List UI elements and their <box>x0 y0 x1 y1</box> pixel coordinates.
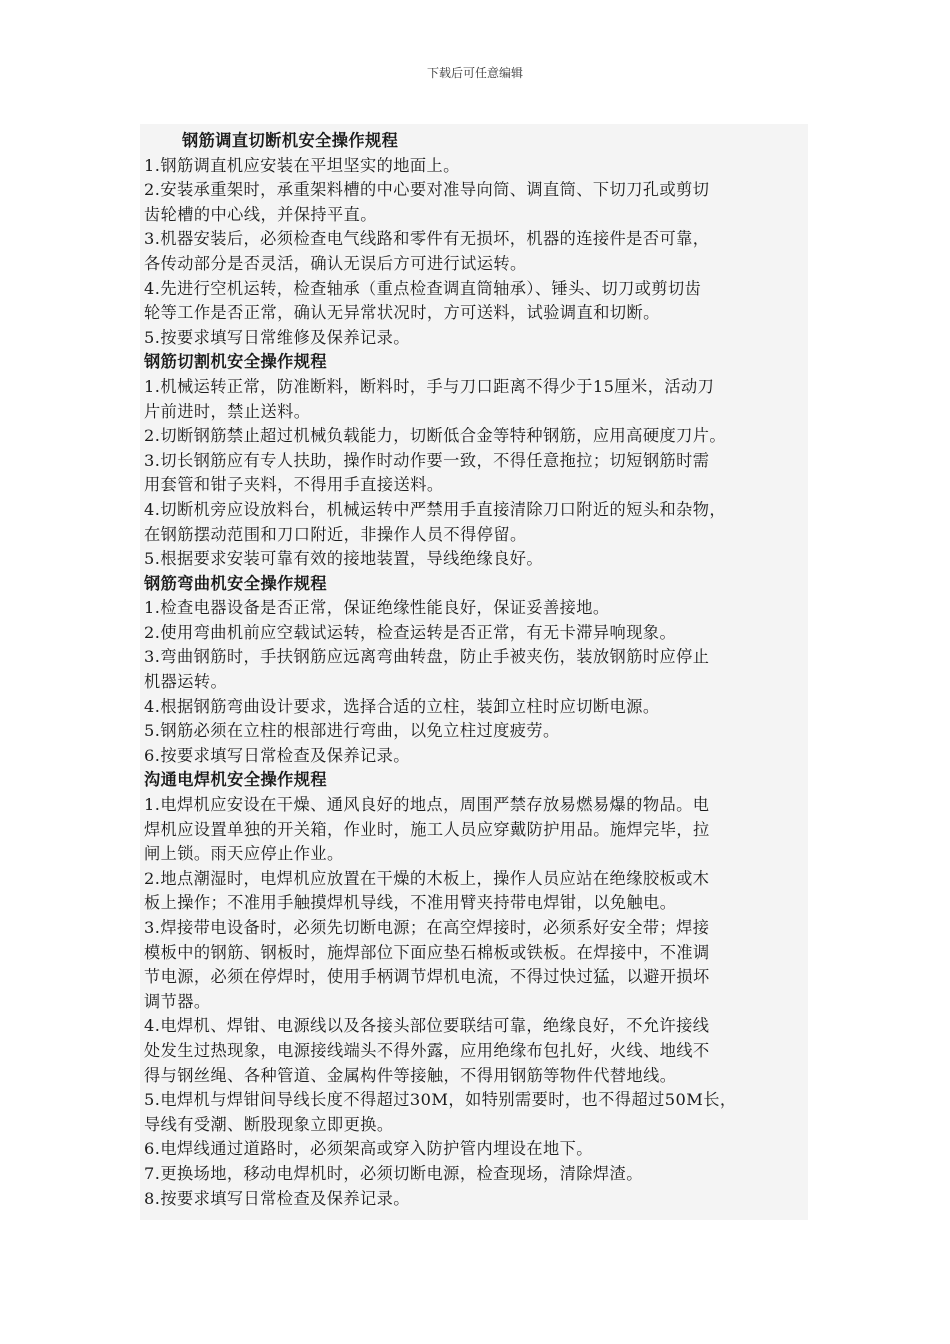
body-line: 5.按要求填写日常维修及保养记录。 <box>144 327 410 347</box>
body-line: 5.电焊机与焊钳间导线长度不得超过30M，如特别需要时，也不得超过50M长， <box>144 1090 737 1110</box>
body-line: 4.先进行空机运转，检查轴承（重点检查调直筒轴承）、锤头、切刀或剪切齿 <box>144 278 702 298</box>
body-line: 4.电焊机、焊钳、电源线以及各接头部位要联结可靠，绝缘良好，不允许接线 <box>144 1016 710 1036</box>
body-line: 在钢筋摆动范围和刀口附近，非操作人员不得停留。 <box>144 524 527 544</box>
document-body <box>144 129 806 1211</box>
body-line: 机器运转。 <box>144 672 228 692</box>
body-line: 模板中的钢筋、钢板时，施焊部位下面应垫石棉板或铁板。在焊接中，不准调 <box>144 942 710 962</box>
section-heading: 钢筋弯曲机安全操作规程 <box>144 573 328 593</box>
body-line: 片前进时，禁止送料。 <box>144 401 311 421</box>
section-heading: 沟通电焊机安全操作规程 <box>144 770 328 790</box>
body-line: 调节器。 <box>144 991 211 1011</box>
body-line: 2.使用弯曲机前应空载试运转，检查运转是否正常，有无卡滞异响现象。 <box>144 622 677 642</box>
body-line: 轮等工作是否正常，确认无异常状况时，方可送料，试验调直和切断。 <box>144 303 660 323</box>
body-line: 1.电焊机应安设在干燥、通风良好的地点，周围严禁存放易燃易爆的物品。电 <box>144 795 710 815</box>
header-note: 下载后可任意编辑 <box>426 66 523 80</box>
body-line: 3.焊接带电设备时，必须先切断电源；在高空焊接时，必须系好安全带；焊接 <box>144 918 710 937</box>
body-line: 节电源，必须在停焊时，使用手柄调节焊机电流，不得过快过猛，以避开损坏 <box>144 967 710 987</box>
body-line: 1.检查电器设备是否正常，保证绝缘性能良好，保证妥善接地。 <box>144 598 610 618</box>
body-line: 5.钢筋必须在立柱的根部进行弯曲，以免立柱过度疲劳。 <box>144 721 560 741</box>
body-line: 导线有受潮、断股现象立即更换。 <box>144 1114 394 1134</box>
body-line: 各传动部分是否灵活，确认无误后方可进行试运转。 <box>144 253 527 273</box>
body-line: 1.机械运转正常，防准断料，断料时，手与刀口距离不得少于15厘米，活动刀 <box>144 376 715 396</box>
body-line: 1.钢筋调直机应安装在平坦坚实的地面上。 <box>144 155 460 175</box>
body-line: 处发生过热现象，电源接线端头不得外露，应用绝缘布包扎好，火线、地线不 <box>144 1040 710 1060</box>
body-line: 8.按要求填写日常检查及保养记录。 <box>144 1188 410 1208</box>
body-line: 4.根据钢筋弯曲设计要求，选择合适的立柱，装卸立柱时应切断电源。 <box>144 696 660 716</box>
body-line: 3.切长钢筋应有专人扶助，操作时动作要一致，不得任意拖拉；切短钢筋时需 <box>144 450 710 470</box>
body-line: 闸上锁。雨天应停止作业。 <box>144 844 344 864</box>
section-heading: 钢筋切割机安全操作规程 <box>144 352 328 372</box>
body-line: 得与钢丝绳、各种管道、金属构件等接触，不得用钢筋等物件代替地线。 <box>144 1065 677 1085</box>
body-line: 4.切断机旁应设放料台，机械运转中严禁用手直接清除刀口附近的短头和杂物， <box>144 499 727 519</box>
body-line: 3.弯曲钢筋时，手扶钢筋应远离弯曲转盘，防止手被夹伤，装放钢筋时应停止 <box>144 647 710 667</box>
document-title: 钢筋调直切断机安全操作规程 <box>182 131 399 150</box>
body-line: 6.电焊线通过道路时，必须架高或穿入防护管内埋设在地下。 <box>144 1139 593 1159</box>
body-line: 2.切断钢筋禁止超过机械负载能力，切断低合金等特种钢筋，应用高硬度刀片。 <box>144 426 727 446</box>
body-line: 7.更换场地，移动电焊机时，必须切断电源，检查现场，清除焊渣。 <box>144 1163 643 1183</box>
body-line: 5.根据要求安装可靠有效的接地装置，导线绝缘良好。 <box>144 549 544 569</box>
body-line: 3.机器安装后，必须检查电气线路和零件有无损坏，机器的连接件是否可靠， <box>144 229 710 249</box>
body-line: 用套管和钳子夹料，不得用手直接送料。 <box>144 475 444 495</box>
body-line: 板上操作；不准用手触摸焊机导线，不准用臂夹持带电焊钳，以免触电。 <box>144 893 677 913</box>
body-line: 齿轮槽的中心线，并保持平直。 <box>144 204 377 224</box>
body-line: 6.按要求填写日常检查及保养记录。 <box>144 745 410 765</box>
body-line: 2.安装承重架时，承重架料槽的中心要对准导向筒、调直筒、下切刀孔或剪切 <box>144 180 710 200</box>
body-line: 焊机应设置单独的开关箱，作业时，施工人员应穿戴防护用品。施焊完毕，拉 <box>144 819 710 839</box>
body-line: 2.地点潮湿时，电焊机应放置在干燥的木板上，操作人员应站在绝缘胶板或木 <box>144 868 710 888</box>
